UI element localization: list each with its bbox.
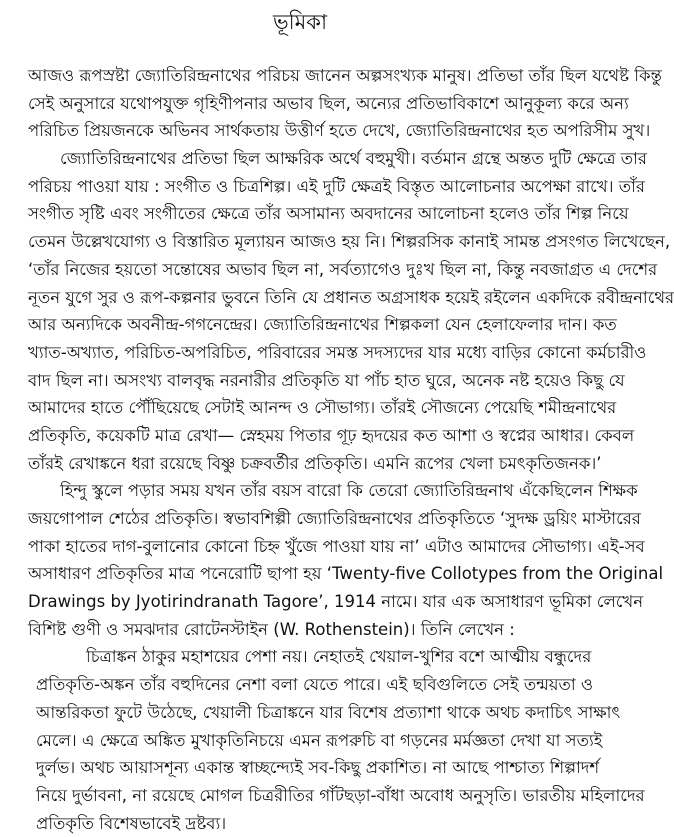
text-line: প্রতিকৃতি-অঙ্কন তাঁর বহুদিনের নেশা বলা যেতে পারে। এই ছবিগুলিতে সেই তন্ময়তা ও bbox=[36, 675, 593, 695]
text-line: জয়গোপাল শেঠের প্রতিকৃতি। স্বভাবশিল্পী জ্যোতিরিন্দ্রনাথের প্রতিকৃতিতে ‘সুদক্ষ ড্রয়িং মাস্টারের bbox=[28, 509, 641, 528]
text-line: তাঁরই রেখাঙ্কনে ধরা রয়েছে বিষ্ণু চক্রবর্তীর প্রতিকৃতি। এমনি রূপের খেলা চমৎকৃতিজনক।’ bbox=[28, 453, 602, 473]
text-line: আর অন্যদিকে অবনীন্দ্র-গগনেন্দ্রের। জ্যোতিরিন্দ্রনাথের শিল্পকলা যেন হেলাফেলার দান। কত bbox=[28, 315, 617, 335]
text-line: প্রতিকৃতি বিশেষভাবেই দ্রষ্টব্য। bbox=[36, 813, 227, 833]
text-line: প্রতিকৃতি, কয়েকটি মাত্র রেখা— স্নেহময় পিতার গূঢ় হৃদয়ের কত আশা ও স্বপ্নের আধার। কেবল bbox=[28, 425, 635, 445]
text-line: জ্যোতিরিন্দ্রনাথের প্রতিভা ছিল আক্ষরিক অর্থে বহুমুখী। বর্তমান গ্রন্থে অন্তত দুটি ক্ষেত্রে তার bbox=[60, 149, 647, 169]
paragraph-1 bbox=[28, 62, 662, 145]
text-line: খ্যাত-অখ্যাত, পরিচিত-অপরিচিত, পরিবারের সমস্ত সদস্যদের যার মধ্যে বাড়ির কোনো কর্মচারীও bbox=[28, 342, 647, 362]
paragraph-3 bbox=[28, 477, 664, 643]
document-body bbox=[28, 62, 674, 837]
text-line: সেই অনুসারে যথোপযুক্ত গৃহিণীপনার অভাব ছিল, অন্যের প্রতিভাবিকাশে আনুকূল্য করে অন্য bbox=[28, 93, 629, 113]
text-line: পরিচয় পাওয়া যায় : সংগীত ও চিত্রশিল্প। এই দুটি ক্ষেত্রই বিস্তৃত আলোচনার অপেক্ষা রাখে। তাঁর bbox=[28, 176, 645, 196]
text-line: দুর্লভ। অথচ আয়াসশূন্য একান্ত স্বাচ্ছন্দ্যেই সব-কিছু প্রকাশিত। না আছে পাশ্চাত্য শিল্পাদর্শ bbox=[36, 758, 600, 778]
text-line: চিত্রাঙ্কন ঠাকুর মহাশয়ের পেশা নয়। নেহাতই খেয়াল-খুশির বশে আত্মীয় বন্ধুদের bbox=[86, 647, 592, 667]
text-line: মেলে। এ ক্ষেত্রে অঙ্কিত মুখাকৃতিনিচয়ে এমন রূপরুচি বা গড়নের মর্মজ্ঞতা দেখা যা সত্যই bbox=[36, 730, 603, 750]
text-line: নূতন যুগে সুর ও রূপ-কল্পনার ভুবনে তিনি যে প্রধানত অগ্রসাধক হয়েই রইলেন একদিকে রবীন্দ্রনাথের bbox=[28, 287, 674, 307]
text-line: আমাদের হাতে পৌঁছিয়েছে সেটাই আনন্দ ও সৌভাগ্য। তাঁরই সৌজন্যে পেয়েছি শমীন্দ্রনাথের bbox=[28, 398, 617, 418]
paragraph-2 bbox=[28, 145, 674, 477]
text-line: অসাধারণ প্রতিকৃতির মাত্র পনেরোটি ছাপা হয় ‘Twenty-five Collotypes from the Original bbox=[28, 564, 664, 584]
text-line: আজও রূপস্রষ্টা জ্যোতিরিন্দ্রনাথের পরিচয় জানেন অল্পসংখ্যক মানুষ। প্রতিভা তাঁর ছিল যথেষ্ট কিন্তু bbox=[28, 66, 662, 85]
page-title: ভূমিকা bbox=[272, 10, 328, 34]
text-line: বিশিষ্ট গুণী ও সমঝদার রোটেনস্টাইন (W. Rothenstein)। তিনি লেখেন : bbox=[28, 619, 515, 639]
text-line: তেমন উল্লেখযোগ্য ও বিস্তারিত মূল্যায়ন আজও হয় নি। শিল্পরসিক কানাই সামন্ত প্রসংগত লিখেছেন, bbox=[28, 232, 671, 252]
text-line: হিন্দু স্কুলে পড়ার সময় যখন তাঁর বয়স বারো কি তেরো জ্যোতিরিন্দ্রনাথ এঁকেছিলেন শিক্ষক bbox=[60, 481, 638, 501]
text-line: পরিচিত প্রিয়জনকে অভিনব সার্থকতায় উত্তীর্ণ হতে দেখে, জ্যোতিরিন্দ্রনাথের হত অপরিসীম সুখ। bbox=[28, 121, 651, 141]
text-line: Drawings by Jyotirindranath Tagore’, 1914 নামে। যার এক অসাধারণ ভূমিকা লেখেন bbox=[28, 592, 644, 612]
text-line: সংগীত সৃষ্টি এবং সংগীতের ক্ষেত্রে তাঁর অসামান্য অবদানের আলোচনা হলেও তাঁর শিল্প নিয়ে bbox=[28, 204, 629, 224]
text-line: নিয়ে দুর্ভাবনা, না রয়েছে মোগল চিত্ররীতির গাঁটছড়া-বাঁধা অবোধ অনুসৃতি। ভারতীয় মহিলাদের bbox=[36, 785, 645, 805]
text-line: আন্তরিকতা ফুটে উঠেছে, খেয়ালী চিত্রাঙ্কনে যার বিশেষ প্রত্যাশা থাকে অথচ কদাচিৎ সাক্ষাৎ bbox=[36, 702, 621, 722]
text-line: পাকা হাতের দাগ-বুলানোর কোনো চিহ্ন খুঁজে পাওয়া যায় না’ এটাও আমাদের সৌভাগ্য। এই-সব bbox=[28, 536, 645, 556]
block-quote bbox=[28, 643, 645, 837]
text-line: বাদ ছিল না। অসংখ্য বালবৃদ্ধ নরনারীর প্রতিকৃতি যা পাঁচ হাত ঘুরে, অনেক নষ্ট হয়েও কিছু যে bbox=[28, 370, 625, 390]
text-line: ‘তাঁর নিজের হয়তো সন্তোষের অভাব ছিল না, সর্বত্যাগেও দুঃখ ছিল না, কিন্তু নবজাগ্রত এ দেশের bbox=[28, 259, 658, 279]
